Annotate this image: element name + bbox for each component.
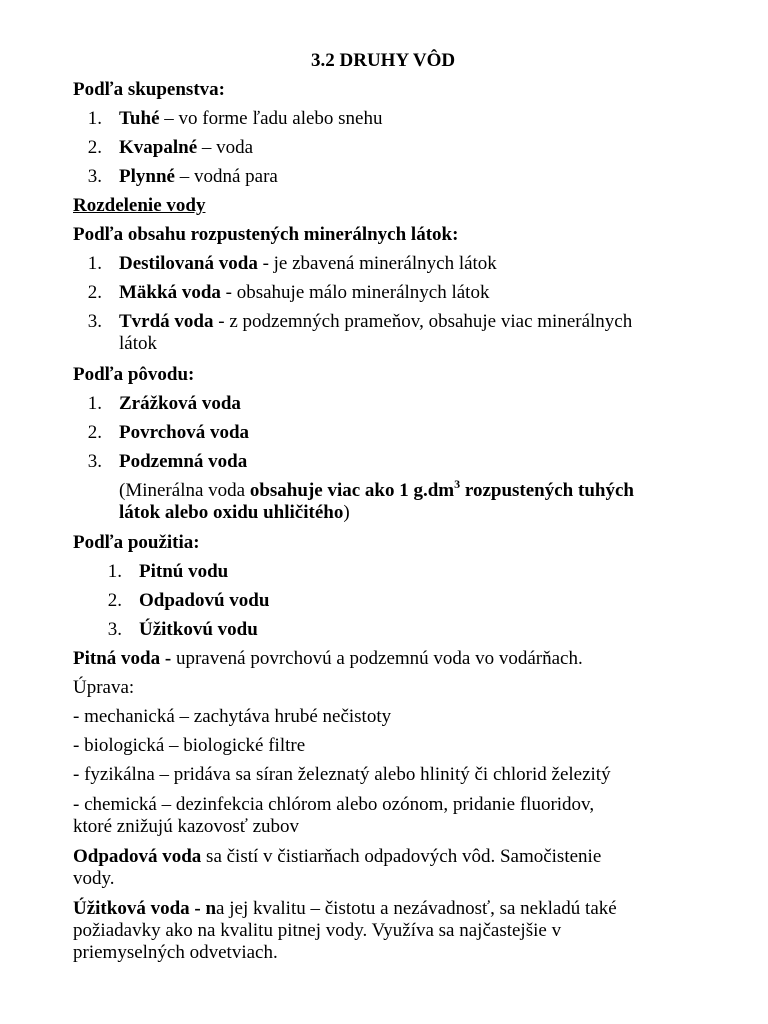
waste-water-line2: vody. [73,868,115,889]
list-desc: – vo forme ľadu alebo snehu [159,108,383,129]
list-number: 1. [107,561,122,582]
list-desc: - obsahuje málo minerálnych látok [220,282,490,303]
list-item-text [119,282,489,304]
mineral-water-note-line2 [119,502,350,524]
drinking-water-desc: upravená povrchovú a podzemnú voda vo vodárňach. [171,648,583,669]
list-term: Pitnú vodu [139,561,229,582]
list-item-text [119,166,278,188]
list-desc: – vodná para [174,166,278,187]
list-item-text [119,108,383,130]
list-term: Podzemná voda [119,451,248,472]
utility-water-paragraph [73,898,617,920]
division-heading: Rozdelenie vody [73,195,206,216]
list-term: Odpadovú vodu [139,590,270,611]
list-desc: – voda [197,137,254,158]
list-term: Zrážková voda [119,393,241,414]
utility-water-line2: požiadavky ako na kvalitu pitnej vody. Využíva sa najčastejšie v [73,920,562,941]
section-heading-minerals: Podľa obsahu rozpustených minerálnych látok: [73,224,459,245]
utility-water-term: Úžitková voda - n [73,898,217,919]
note-bold-after: rozpustených tuhých [460,480,634,501]
list-number: 2. [87,422,102,443]
list-desc: - je zbavená minerálnych látok [257,253,497,274]
note-line2: látok alebo oxidu uhličitého [119,502,344,523]
list-term: Mäkká voda [119,282,221,303]
list-number: 3. [87,166,102,187]
list-desc: - z podzemných prameňov, obsahuje viac minerálnych [213,311,633,332]
section-heading-state: Podľa skupenstva: [73,79,225,100]
list-number: 1. [87,108,102,129]
drinking-water-paragraph [73,648,583,670]
list-term: Destilovaná voda [119,253,258,274]
treatment-line: - biologická – biologické filtre [73,735,306,756]
mineral-water-note [119,476,634,502]
treatment-line: - mechanická – zachytáva hrubé nečistoty [73,706,392,727]
waste-water-desc: sa čistí v čistiarňach odpadových vôd. Samočistenie [201,846,602,867]
list-term: Plynné [119,166,175,187]
section-heading-use: Podľa použitia: [73,532,200,553]
utility-water-desc: a jej kvalitu – čistotu a nezávadnosť, sa nekladú také [216,898,617,919]
list-term: Kvapalné [119,137,198,158]
waste-water-term: Odpadová voda [73,846,202,867]
list-term: Tvrdá voda [119,311,214,332]
page-title: 3.2 DRUHY VÔD [311,50,456,71]
section-heading-origin: Podľa pôvodu: [73,364,195,385]
treatment-line: - fyzikálna – pridáva sa síran železnatý alebo hlinitý či chlorid železitý [73,764,611,785]
list-term: Tuhé [119,108,160,129]
drinking-water-term: Pitná voda - [73,648,172,669]
list-number: 1. [87,253,102,274]
treatment-line: ktoré znižujú kazovosť zubov [73,816,300,837]
note-close: ) [343,502,350,523]
treatment-heading: Úprava: [73,677,135,698]
list-number: 3. [107,619,122,640]
treatment-line: - chemická – dezinfekcia chlórom alebo ozónom, pridanie fluoridov, [73,794,595,815]
list-number: 1. [87,393,102,414]
note-superscript: 3 [454,476,461,491]
list-item-text [119,311,632,333]
list-number: 2. [87,282,102,303]
list-term: Povrchová voda [119,422,250,443]
list-term: Úžitkovú vodu [139,619,258,640]
note-bold: obsahuje viac ako 1 g.dm [249,480,455,501]
note-prefix: (Minerálna voda [119,480,250,501]
list-number: 3. [87,311,102,332]
utility-water-line3: priemyselných odvetviach. [73,942,278,963]
list-number: 2. [107,590,122,611]
list-item-text [119,253,497,275]
list-item-text [119,137,253,159]
waste-water-paragraph [73,846,601,868]
list-number: 3. [87,451,102,472]
list-desc-continuation: látok [119,333,157,354]
list-number: 2. [87,137,102,158]
